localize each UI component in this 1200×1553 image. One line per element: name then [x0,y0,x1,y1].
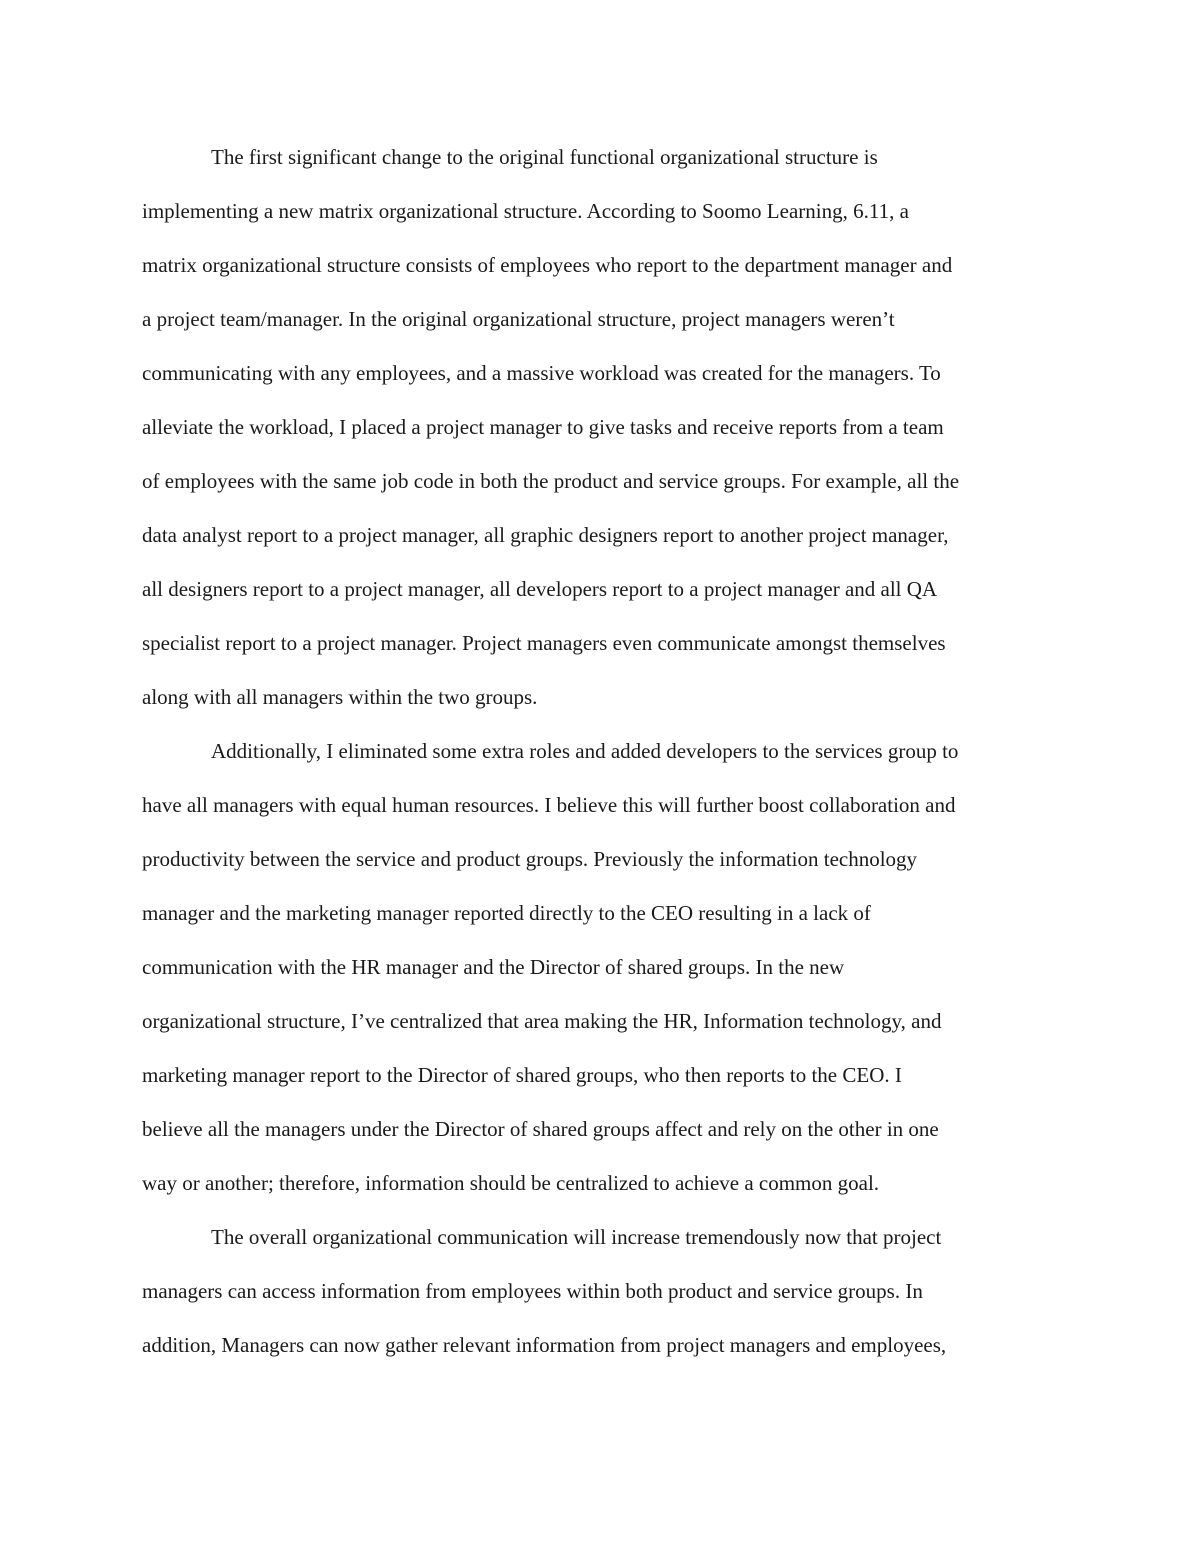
paragraph-line: of employees with the same job code in both the product and service groups. For example, all the [142,469,960,493]
paragraph-line: way or another; therefore, information should be centralized to achieve a common goal. [142,1171,880,1195]
paragraph-2 [142,724,1067,1210]
paragraph-line: alleviate the workload, I placed a project manager to give tasks and receive reports from a team [142,415,944,439]
paragraph-line: productivity between the service and product groups. Previously the information technology [142,847,918,871]
paragraph-line: organizational structure, I’ve centralized that area making the HR, Information technology, and [142,1009,942,1033]
paragraph-line: matrix organizational structure consists of employees who report to the department manager and [142,253,953,277]
paragraph-line: communicating with any employees, and a massive workload was created for the managers. To [142,361,941,385]
paragraph-line: addition, Managers can now gather relevant information from project managers and employees, [142,1333,947,1357]
paragraph-1 [142,130,1067,724]
paragraph-line: specialist report to a project manager. Project managers even communicate amongst themselves [142,631,946,655]
paragraph-line: marketing manager report to the Director of shared groups, who then reports to the CEO. I [142,1063,902,1087]
paragraph-line: along with all managers within the two groups. [142,685,538,709]
paragraph-line: manager and the marketing manager reported directly to the CEO resulting in a lack of [142,901,871,925]
paragraph-line: implementing a new matrix organizational structure. According to Soomo Learning, 6.11, a [142,199,909,223]
paragraph-line: communication with the HR manager and the Director of shared groups. In the new [142,955,845,979]
document-body [142,130,1067,1372]
paragraph-line: a project team/manager. In the original organizational structure, project managers weren’t [142,307,895,331]
paragraph-line: The overall organizational communication will increase tremendously now that project [211,1225,942,1249]
paragraph-line: Additionally, I eliminated some extra roles and added developers to the services group to [211,739,959,763]
paragraph-line: believe all the managers under the Director of shared groups affect and rely on the other in one [142,1117,939,1141]
paragraph-line: all designers report to a project manager, all developers report to a project manager and all QA [142,577,938,601]
paragraph-line: data analyst report to a project manager, all graphic designers report to another project manager, [142,523,949,547]
paragraph-line: managers can access information from employees within both product and service groups. In [142,1279,923,1303]
paragraph-line: have all managers with equal human resources. I believe this will further boost collaboration and [142,793,956,817]
paragraph-line: The first significant change to the original functional organizational structure is [211,145,878,169]
paragraph-3 [142,1210,1067,1372]
